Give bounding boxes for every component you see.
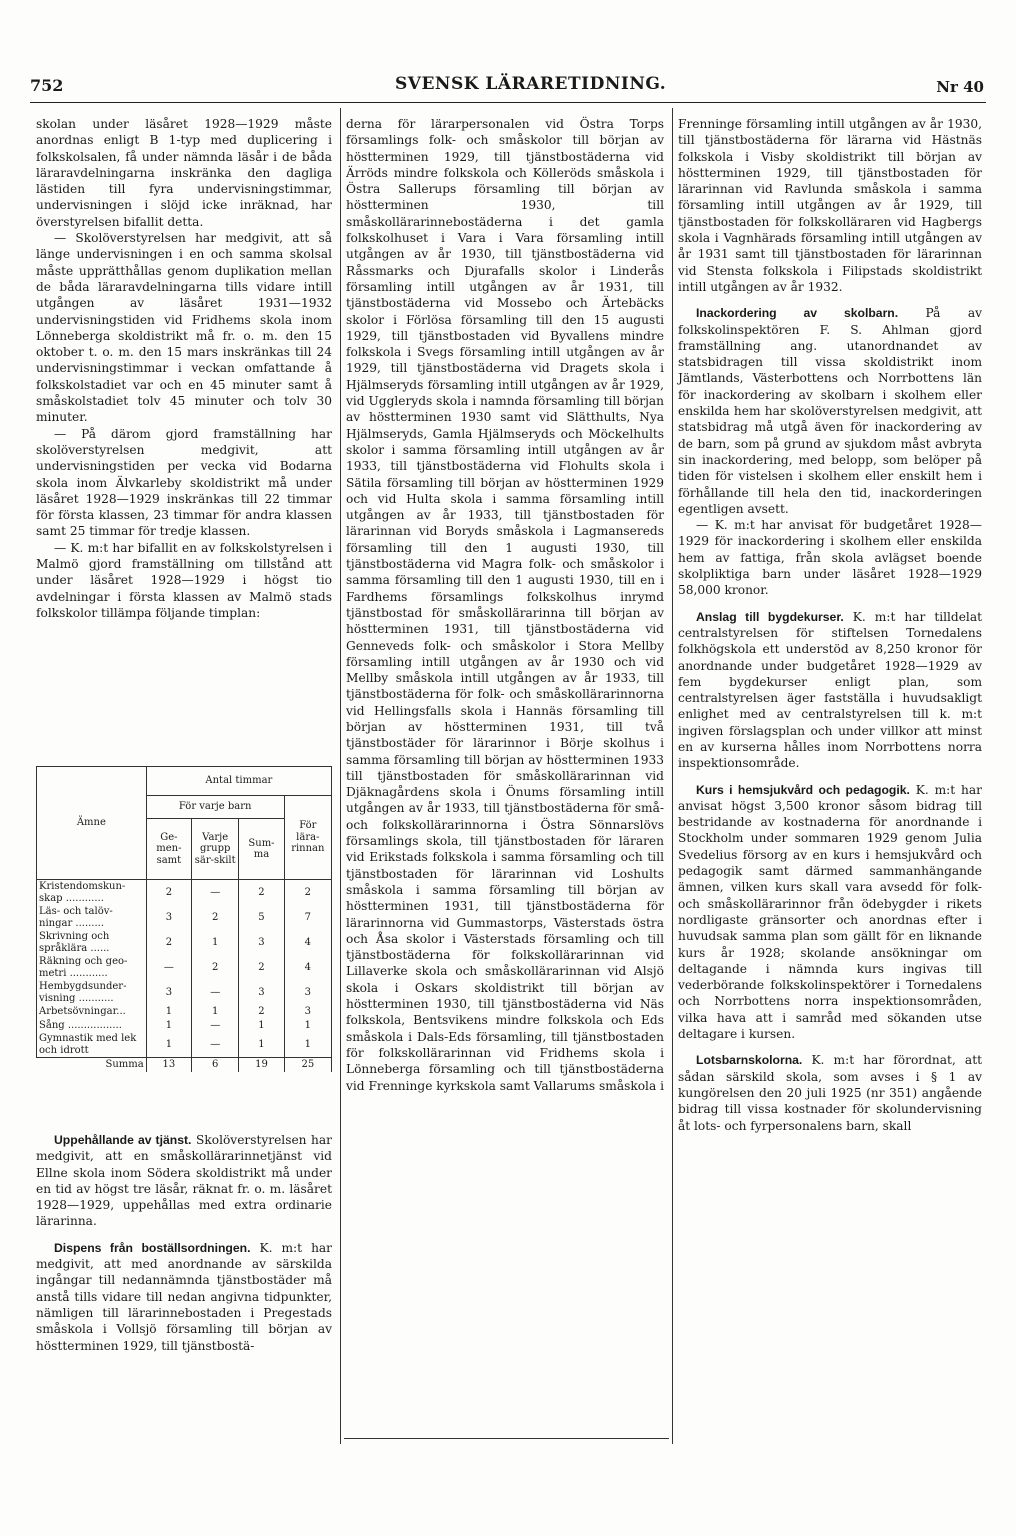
row-gemensamt: 2 [146, 930, 191, 955]
row-lararinnan: 1 [284, 1019, 331, 1033]
row-summa: 2 [239, 1005, 284, 1019]
table-row [37, 930, 332, 955]
row-grupp: — [192, 1032, 239, 1058]
row-gemensamt: — [146, 955, 191, 980]
heading-inackordering: Inackordering av skolbarn. [696, 306, 899, 321]
sum-grupp: 6 [192, 1058, 239, 1072]
table-row [37, 905, 332, 930]
row-summa: 3 [239, 980, 284, 1005]
col1-paragraph-4: — K. m:t har bifallit en av folkskolstyrelsen i Malmö gjord framställning om tillstånd att under läsåret 1928—1929 i högst tio avdelningar i första klassen av Malmö stads folkskolor tillämpa följande timplan: [36, 540, 332, 620]
row-lararinnan: 1 [284, 1032, 331, 1058]
row-lararinnan: 2 [284, 880, 331, 906]
col3-paragraph-4: K. m:t har tilldelat centralstyrelsen för stiftelsen Tornedalens folkhögskola ett understöd av 8,250 kronor för anordnande under budgetåret 1928—1929 av fem bygdekurser enligt plan, som centralstyrelsen äger fastställa i huvudsakligt enlighet med av centralstyrelsen till k. m:t ingiven förslagsplan och under villkor att minst en av kurserna hålles inom Norrbottens norra inspektionsområde. [678, 609, 982, 771]
row-summa: 3 [239, 930, 284, 955]
page-number: 752 [30, 76, 64, 95]
table-row [37, 1005, 332, 1019]
table-row [37, 1019, 332, 1033]
sum-summa: 19 [239, 1058, 284, 1072]
col1-paragraph-6: K. m:t har medgivit, att med anordnande av särskilda ingångar till nedannämnda tjänstbostäder må anstå tills vidare till nedan angivna tidpunkter, nämligen till lärarinnebostaden i Pregestads småskola i Vollsjö församling till början av höstterminen 1929, till tjänstbostä- [36, 1240, 333, 1353]
header-gemensamt: Ge-men-samt [146, 819, 191, 880]
row-subject: Arbetsövningar... [37, 1005, 147, 1019]
col3-paragraph-5: K. m:t har anvisat högst 3,500 kronor såsom bidrag till bestridande av kostnaderna för anordnande i Stockholm under sommaren 1929 genom Julia Svedelius försorg av en kurs i hemsjukvård och pedagogik samt därmed sammanhängande ämnen, vilken kurs skall vara avsedd för folk- och småskollärarinnor från ödebygder i rikets nordligaste gränsorter och anordnas efter i huvudsak samma plan som gällt för en liknande kurs år 1928; skolande ansökningar om deltagande i nämnda kurs ingivas till vederbörande folkskolinspektörer i Tornedalens och Norrbottens norra inspektionsområden, vilka hava att i samråd med sökanden utse deltagare i kursen. [678, 782, 982, 1042]
column-1-bottom [36, 1132, 332, 1354]
row-subject: Räkning och geo-metri ............ [37, 955, 147, 980]
column-2 [346, 116, 664, 1094]
table-row [37, 880, 332, 906]
header-summa: Sum-ma [239, 819, 284, 880]
row-subject: Gymnastik med lek och idrott [37, 1032, 147, 1058]
page-header [30, 72, 986, 100]
col3-paragraph-6: K. m:t har förordnat, att sådan särskild skola, som avses i § 1 av kungörelsen den 20 juli 1925 (nr 351) angående bidrag till vissa kostnader för skolundervisning åt lots- och fyrpersonalens barn, skall [678, 1053, 982, 1133]
heading-lotsbarnskolorna: Lotsbarnskolorna. [696, 1053, 803, 1068]
heading-uppehallande: Uppehållande av tjänst. [54, 1133, 192, 1147]
col3-paragraph-2: På av folkskolinspektören F. S. Ahlman gjord framställning ang. utanordnandet av statsbidragen till vissa skoldistrikt inom Jämtlands, Västerbottens och Norrbottens län för inackordering av skolbarn i skolhem eller enskilda hem har skolöverstyrelsen medgivit, att statsbidrag må utgå även för inackordering av de barn, som på grund av sjukdom måst avbryta sin inackordering, med belopp, som belöper på tiden för vistelsen i skolhem eller enskilt hem i förhållande till hela den tid, inackorderingen egentligen avsett. [678, 306, 982, 516]
row-subject: Kristendomskun-skap ............ [37, 880, 147, 906]
row-grupp: 1 [192, 1005, 239, 1019]
row-gemensamt: 3 [146, 980, 191, 1005]
header-for-lararinnan: För lära-rinnan [284, 796, 331, 880]
journal-title: SVENSK LÄRARETIDNING. [395, 74, 667, 94]
heading-anslag: Anslag till bygdekurser. [696, 609, 844, 624]
row-grupp: — [192, 1019, 239, 1033]
row-lararinnan: 7 [284, 905, 331, 930]
bottom-rule [344, 1438, 669, 1439]
row-grupp: — [192, 880, 239, 906]
table-sum-row [37, 1058, 332, 1072]
issue-number: Nr 40 [936, 78, 984, 96]
row-subject: Skrivning och språklära ...... [37, 930, 147, 955]
row-summa: 1 [239, 1032, 284, 1058]
sum-label: Summa [37, 1058, 147, 1072]
sum-lararinnan: 25 [284, 1058, 331, 1072]
col3-paragraph-3: — K. m:t har anvisat för budgetåret 1928—1929 för inackordering i skolhem eller enskilda hem av fattiga, från skola avlägset boende skolpliktiga barn under läsåret 1928—1929 58,000 kronor. [678, 518, 982, 598]
row-grupp: 2 [192, 955, 239, 980]
row-summa: 5 [239, 905, 284, 930]
row-lararinnan: 4 [284, 930, 331, 955]
header-amne: Ämne [37, 767, 147, 880]
header-antal-timmar: Antal timmar [146, 767, 331, 796]
row-summa: 1 [239, 1019, 284, 1033]
col1-paragraph-3: — På därom gjord framställning har skolöverstyrelsen medgivit, att undervisningstiden per vecka vid Bodarna skola inom Älvkarleby skoldistrikt må under läsåret 1928—1929 inskränkas till 22 timmar för första klassen, 23 timmar för andra klassen samt 25 timmar för tredje klassen. [36, 426, 332, 539]
row-lararinnan: 3 [284, 1005, 331, 1019]
table-row [37, 980, 332, 1005]
header-varje-grupp: Varje grupp sär-skilt [192, 819, 239, 880]
row-gemensamt: 1 [146, 1005, 191, 1019]
header-rule [30, 102, 986, 103]
row-gemensamt: 2 [146, 880, 191, 906]
table-row [37, 1032, 332, 1058]
row-summa: 2 [239, 955, 284, 980]
table-row [37, 955, 332, 980]
column-3 [678, 116, 982, 1134]
row-grupp: 2 [192, 905, 239, 930]
header-for-varje-barn: För varje barn [146, 796, 284, 819]
col1-paragraph-5: Skolöverstyrelsen har medgivit, att en småskollärarinnetjänst vid Ellne skola inom Södera skoldistrikt må under en tid av högst tre läsår, räknat fr. o. m. läsåret 1928—1929, uppehållas med extra ordinarie lärarinna. [36, 1133, 332, 1229]
sum-gemensamt: 13 [146, 1058, 191, 1072]
column-divider-2 [672, 108, 673, 1444]
heading-kurs: Kurs i hemsjukvård och pedagogik. [696, 782, 910, 797]
row-lararinnan: 3 [284, 980, 331, 1005]
row-gemensamt: 1 [146, 1032, 191, 1058]
col1-paragraph-1: skolan under läsåret 1928—1929 måste anordnas enligt B 1-typ med duplicering i folkskolsalen, få under nämnda läsår i de båda läraravdelningarna inskränka den dagliga lästiden till fyra undervisningstimmar, undervisningen i slöjd icke inräknad, har överstyrelsen bifallit detta. [36, 117, 332, 229]
col3-paragraph-1: Frenninge församling intill utgången av år 1930, till tjänstbostäderna för lärarna vid Hästnäs folkskola i Visby skoldistrikt till början av höstterminen 1929, till tjänstbostaden för lärarinnan vid Ravlunda småskola i samma församling intill utgången av år 1929, till tjänstbostaden för folkskolläraren vid Hagbergs skola i Vagnhärads församling intill utgången av år 1931 samt till tjänstbostaden för lärarinnan vid Stensta folkskola i Filipstads skoldistrikt intill utgången av år 1932. [678, 117, 982, 294]
row-subject: Läs- och talöv-ningar ......... [37, 905, 147, 930]
column-divider-1 [340, 108, 341, 1444]
col2-paragraph-1: derna för lärarpersonalen vid Östra Torps församlings folk- och småskolor till början av höstterminen 1929, till tjänstbostäderna vid Ärröds mindre folkskola och Kölleröds småskola i Östra Sallerups församling till början av höstterminen 1930, till småskollärarinnebostäderna i det gamla folkskolhuset i Vara i Vara församling intill utgången av år 1930, till tjänstbostäderna vid Råssmarks och Djurafalls skolor i Linderås församling intill utgången av år 1931, till tjänstbostäderna vid Mossebo och Ärtebäcks skolor i Förlösa församling till den 15 augusti 1929, till tjänstbostaden vid Byvallens mindre folkskola i Svegs församling intill utgången av år 1929, till tjänstbostäderna vid Dragets skola i Hjälmseryds församling intill utgången av år 1929, vid Uggleryds skola i namnda församling till början av höstterminen 1930 samt vid Slätthults, Nya Hjälmseryds, Gamla Hjälmseryds och Möckelhults skolor i samma församling intill utgången av år 1933, till tjänstbostäderna vid Flohults skola i Sätila församling till början av höstterminen 1929 och vid Hulta skola i samma församling intill utgången av år 1933, till tjänstbostaden för lärarinnan vid Boryds småskola i Lagmansereds församling till den 1 augusti 1930, till tjänstbostäderna vid Magra folk- och småskolor i samma församling till den 1 augusti 1930, till en i Fardhems församlings folkskolhus inrymd tjänstbostad för småskollärarinna till början av höstterminen 1931, till tjänstbostäderna vid Genneveds folk- och småskolor i Stora Mellby församling intill utgången av år 1930 och vid Mellby småskola intill utgången av år 1933, till tjänstbostäderna för folk- och småskollärarinnorna vid Hellingsfalls skola i Hannäs församling till början av höstterminen 1931, till två tjänstbostäder för lärarinnor i Börje skolhus i samma församling till början av höstterminen 1933 till tjänstbostaden för småskollärarinnan vid Djäknagårdens skola i Önums församling intill utgången av år 1933, till tjänstbostäderna för små- och folkskollärarinnorna i Östra Sönnarslövs församlings skola, till tjänstbostaden för läraren vid Erikstads folkskola i samma församling och till tjänstbostaden för lärarinnan vid Loshults småskola i samma församling till början av höstterminen 1931, till tjänstbostäderna för lärarinnorna vid Gummastorps, Västerstads östra och Åsa skolor i Västerstads församling och till tjänstbostäderna för folkskollärarinnan vid Lillaverke skola och småskollärarinnan vid Alsjö skola i Oskars skoldistrikt till början av höstterminen 1930, till tjänstbostäderna vid Näs folkskola, Bentsvikens mindre folkskola och Eds småskola i Dals-Eds församling, till tjänstbostaden för folkskollärarinnan vid Fridhems skola i Lönneberga församling och till tjänstbostäderna vid Frenninge kyrkskola samt Vallarums småskola i [346, 117, 664, 1093]
row-summa: 2 [239, 880, 284, 906]
row-gemensamt: 3 [146, 905, 191, 930]
heading-dispens: Dispens från boställsordningen. [54, 1240, 251, 1255]
row-grupp: — [192, 980, 239, 1005]
column-1-top [36, 116, 332, 621]
row-gemensamt: 1 [146, 1019, 191, 1033]
col1-paragraph-2: — Skolöverstyrelsen har medgivit, att så länge undervisningen i en och samma skolsal måste upprätthållas genom duplikation mellan de båda läraravdelningarna tills vidare intill utgången av läsåret 1931—1932 undervisningstiden vid Fridhems skola inom Lönneberga skoldistrikt må fr. o. m. den 15 oktober t. o. m. den 15 mars inskränkas till 24 undervisningstimmar i veckan omfattande å folkskolstadiet var och en 45 minuter samt å småskolstadiet tolv 45 minuter och tolv 30 minuter. [36, 231, 332, 425]
row-subject: Hembygdsunder-visning ........... [37, 980, 147, 1005]
timetable [36, 766, 332, 1072]
row-lararinnan: 4 [284, 955, 331, 980]
row-grupp: 1 [192, 930, 239, 955]
row-subject: Sång ................. [37, 1019, 147, 1033]
